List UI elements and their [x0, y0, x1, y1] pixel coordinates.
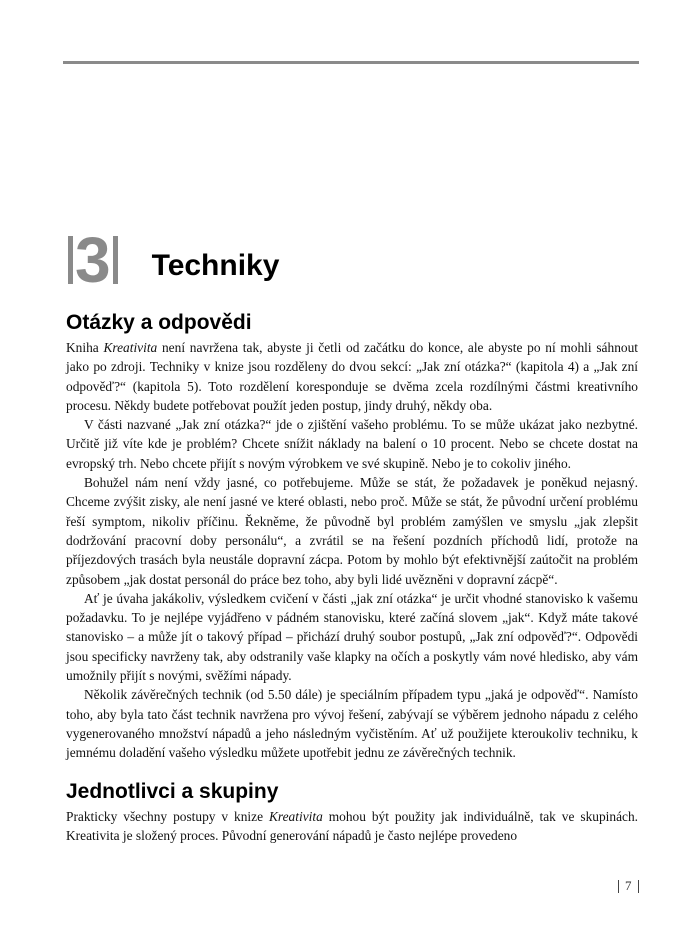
paragraph: Bohužel nám není vždy jasné, co potřebujeme. Může se stát, že požadavek je poněkud nejasný. Chceme zvýšit zisky, ale není jasné ve které oblasti, nebo proč. Může se stát, že původní určení problému řeší symptom, nikoliv příčinu. Řekněme, že původně byl problém zamýšlen ve smyslu „jak zlepšit dodržování pracovní doby personálu“, a zvrátil se na řešení pozdních příchodů lidí, protože na příjezdových trasách byla neustále dopravní zácpa. Potom by mohlo být efektivnější zaútočit na problém způsobem „jak dostat personál do práce bez toho, aby byli lidé uvězněni v dopravní zácpě“.	[66, 475, 638, 587]
paragraph-text: mohou být použity jak individuálně, tak ve skupinách. Kreativita je složený proces. Původní generování nápadů je často nejlépe provedeno	[66, 808, 638, 843]
book-title: Kreativita	[268, 808, 323, 824]
page-number-left-bar	[618, 880, 619, 893]
chapter-title: Techniky	[151, 249, 280, 282]
chapter-number	[66, 224, 120, 296]
chapter-number-value: 3	[75, 224, 111, 296]
chapter-number-right-bar	[113, 236, 118, 284]
section-heading-individuals: Jednotlivci a skupiny	[66, 779, 279, 803]
paragraph	[66, 807, 638, 846]
book-title: Kreativita	[103, 340, 158, 355]
paragraph: Ať je úvaha jakákoliv, výsledkem cvičení v části „jak zní otázka“ je určit vhodné stanovisko k vašemu požadavku. To je nejlépe vyjádřeno v pádném stanovisku, které začíná slovem „jak“. Když máte takové stanovisko – a může jít o takový případ – přichází druhý soubor postupů, „Jak zní odpověď?“. Odpovědi jsou specificky navrženy tak, aby odstranily vaše klapky na očích a poskytly vám nové hledisko, aby vám umožnily přijít s novými, svěžími nápady.	[66, 590, 638, 684]
page-number	[612, 878, 645, 894]
page-number-value: 7	[625, 878, 632, 893]
paragraph: Několik závěrečných technik (od 5.50 dále) je speciálním případem typu „jaká je odpověď“. Namísto toho, aby byla tato část technik navržena pro vývoj řešení, zabývají se výběrem jednoho nápadu z celého vygenerovaného množství nápadů a jeho následným vyčistěním. Ať už použijete kteroukoliv techniku, k jemnému doladění vašeho výsledku můžete upotřebit jednu ze závěrečných technik.	[66, 687, 638, 761]
paragraph: V části nazvané „Jak zní otázka?“ jde o zjištění vašeho problému. To se může ukázat jako nezbytné. Určitě již víte kde je problém? Chcete snížit náklady na balení o 10 procent. Nebo se chcete dostat na evropský trh. Nebo chcete přijít s novým výrobkem ve své skupině. Nebo je to cokoliv jiného.	[66, 417, 638, 471]
top-rule	[63, 61, 639, 64]
chapter-heading	[66, 224, 280, 296]
page-number-right-bar	[638, 880, 639, 893]
page-content	[66, 308, 638, 845]
paragraph-text: Kniha	[66, 340, 104, 355]
section-heading-questions: Otázky a odpovědi	[66, 311, 252, 334]
paragraph	[66, 338, 638, 415]
paragraph-text: Prakticky všechny postupy v knize	[66, 808, 269, 824]
chapter-number-left-bar	[68, 236, 73, 284]
paragraph-text: není navržena tak, abyste ji četli od začátku do konce, ale abyste po ní mohli sáhnout jako po zdroji. Techniky v knize jsou rozděleny do dvou sekcí: „Jak zní otázka?“ (kapitola 4) a „Jak zní odpověď?“ (kapitola 5). Toto rozdělení koresponduje se dvěma zcela rozdílnými částmi kreativního procesu. Někdy budete potřebovat použít jeden postup, jindy druhý, někdy oba.	[66, 340, 638, 413]
